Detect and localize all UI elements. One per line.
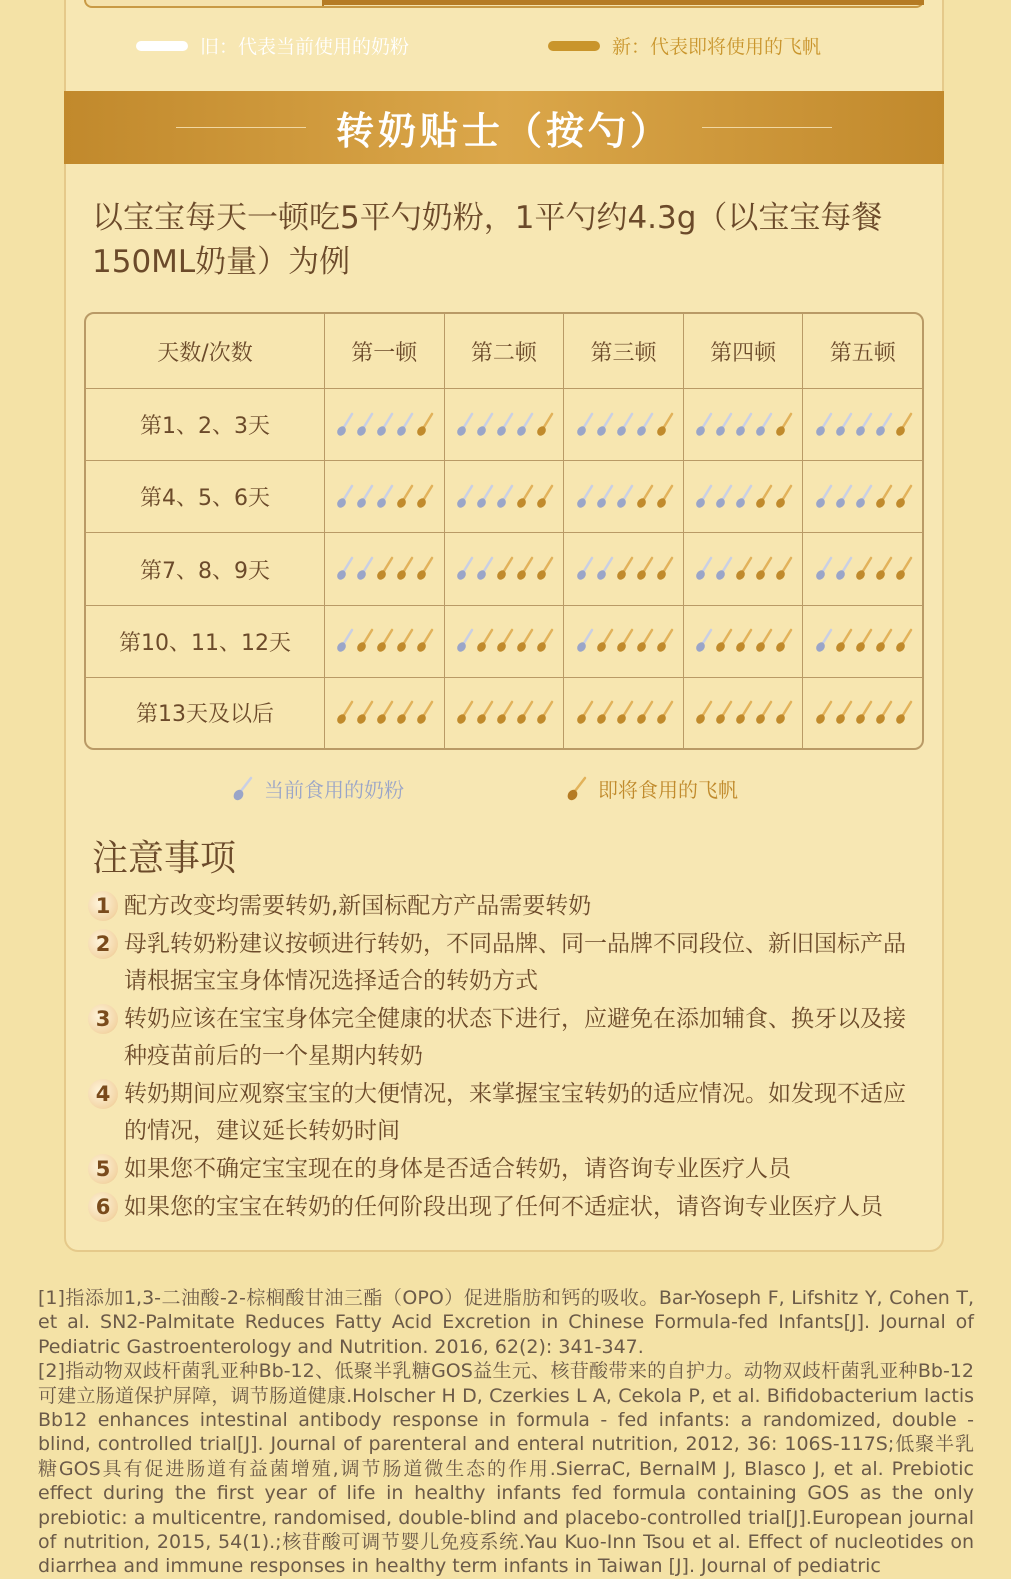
old-bar-icon (136, 41, 188, 51)
legend-old-label: 旧：代表当前使用的奶粉 (200, 36, 410, 58)
new-spoon-icon (694, 702, 711, 725)
legend-new (548, 32, 821, 59)
new-spoon-icon (774, 414, 791, 437)
header-meal-5: 第五顿 (803, 314, 922, 389)
note-item (88, 888, 928, 925)
number-badge: 2 (88, 929, 118, 959)
legend-top (0, 32, 1011, 62)
note-text: 母乳转奶粉建议按顿进行转奶，不同品牌、同一品牌不同段位、新旧国标产品请根据宝宝身体情况选择适合的转奶方式 (124, 931, 906, 994)
new-spoon-icon (834, 630, 851, 653)
reference-1: [1]指添加1,3-二油酸-2-棕榈酸甘油三酯（OPO）促进脂肪和钙的吸收。Bar-Yoseph F, Lifshitz Y, Cohen T, et al. SN2-Palmitate Reduces Fatty Acid Excretion in Chinese Formula-fed Infants[J]. Journal of Pediatric Gastroenterology and Nutrition. 2016, 62(2): 341-347. (38, 1287, 974, 1358)
number-badge: 6 (88, 1192, 118, 1222)
table-row (86, 533, 922, 605)
current-spoon-icon (455, 414, 472, 437)
spoons-group (811, 410, 915, 440)
spoon-cell (325, 461, 445, 533)
spoon-cell (803, 389, 922, 461)
spoon-icon (232, 776, 254, 802)
new-spoon-icon (416, 702, 433, 725)
current-spoon-icon (854, 414, 871, 437)
legend-old (136, 32, 409, 59)
spoon-cell (684, 533, 804, 605)
new-spoon-icon (475, 630, 492, 653)
legend-current-label: 当前食用的奶粉 (264, 778, 404, 802)
current-spoon-icon (336, 414, 353, 437)
spoons-group (572, 626, 676, 656)
spoons-group (811, 626, 915, 656)
spoons-group (572, 554, 676, 584)
header-meal-3: 第三顿 (564, 314, 684, 389)
new-spoon-icon (396, 702, 413, 725)
spoons-group (572, 482, 676, 512)
new-spoon-icon (894, 702, 911, 725)
current-spoon-icon (376, 486, 393, 509)
current-spoon-icon (376, 414, 393, 437)
new-spoon-icon (894, 486, 911, 509)
current-spoon-icon (714, 414, 731, 437)
spoons-group (332, 698, 436, 728)
legend-current (232, 774, 404, 803)
table-header-row (86, 314, 922, 389)
current-spoon-icon (734, 414, 751, 437)
new-spoon-icon (495, 630, 512, 653)
new-spoon-icon (774, 630, 791, 653)
new-bar-icon (548, 41, 600, 51)
note-item (88, 1076, 928, 1150)
new-spoon-icon (734, 630, 751, 653)
note-item (88, 1151, 928, 1188)
new-spoon-icon (814, 702, 831, 725)
banner-right-line (702, 127, 832, 128)
current-spoon-icon (455, 558, 472, 581)
new-spoon-icon (615, 702, 632, 725)
new-spoon-icon (535, 630, 552, 653)
new-spoon-icon (754, 486, 771, 509)
current-spoon-icon (595, 558, 612, 581)
new-spoon-icon (854, 558, 871, 581)
spoon-cell (445, 461, 565, 533)
new-spoon-icon (495, 558, 512, 581)
spoon-cell (803, 678, 922, 748)
current-spoon-icon (734, 486, 751, 509)
intro-text: 以宝宝每天一顿吃5平勺奶粉，1平勺约4.3g（以宝宝每餐150ML奶量）为例 (92, 200, 883, 280)
new-spoon-icon (874, 558, 891, 581)
references (38, 1286, 974, 1579)
new-spoon-icon (396, 486, 413, 509)
current-spoon-icon (834, 486, 851, 509)
new-spoon-icon (874, 486, 891, 509)
current-spoon-icon (814, 630, 831, 653)
current-spoon-icon (694, 630, 711, 653)
current-spoon-icon (694, 486, 711, 509)
new-spoon-icon (635, 630, 652, 653)
row-day-label: 第13天及以后 (86, 678, 325, 748)
current-spoon-icon (814, 414, 831, 437)
new-spoon-icon (515, 558, 532, 581)
current-spoon-icon (635, 414, 652, 437)
current-spoon-icon (495, 414, 512, 437)
spoon-cell (564, 533, 684, 605)
spoon-cell (445, 606, 565, 678)
new-spoon-icon (575, 702, 592, 725)
spoons-group (691, 626, 795, 656)
feeding-table (84, 312, 924, 750)
current-spoon-icon (834, 414, 851, 437)
spoons-group (452, 410, 556, 440)
spoons-group (572, 698, 676, 728)
row-day-label: 第1、2、3天 (86, 389, 325, 461)
spoon-cell (684, 389, 804, 461)
current-spoon-icon (595, 486, 612, 509)
current-spoon-icon (575, 486, 592, 509)
current-spoon-icon (694, 414, 711, 437)
header-days: 天数/次数 (86, 314, 325, 389)
new-spoon-icon (515, 630, 532, 653)
new-spoon-icon (635, 558, 652, 581)
new-spoon-icon (535, 702, 552, 725)
new-spoon-icon (535, 558, 552, 581)
new-spoon-icon (336, 702, 353, 725)
spoon-cell (445, 389, 565, 461)
new-spoon-icon (754, 630, 771, 653)
new-spoon-icon (734, 558, 751, 581)
number-badge: 1 (88, 891, 118, 921)
new-spoon-icon (874, 630, 891, 653)
new-spoon-icon (416, 414, 433, 437)
new-spoon-icon (834, 702, 851, 725)
current-spoon-icon (874, 414, 891, 437)
current-spoon-icon (336, 486, 353, 509)
new-spoon-icon (455, 702, 472, 725)
new-spoon-icon (615, 558, 632, 581)
spoon-cell (564, 461, 684, 533)
current-spoon-icon (834, 558, 851, 581)
spoon-icon (566, 776, 588, 802)
current-spoon-icon (754, 414, 771, 437)
current-spoon-icon (475, 558, 492, 581)
new-spoon-icon (894, 558, 911, 581)
table-row (86, 461, 922, 533)
spoons-group (452, 698, 556, 728)
new-spoon-icon (376, 630, 393, 653)
spoon-cell (684, 461, 804, 533)
note-text: 转奶应该在宝宝身体完全健康的状态下进行，应避免在添加辅食、换牙以及接种疫苗前后的一个星期内转奶 (124, 1006, 906, 1069)
number-badge: 5 (88, 1154, 118, 1184)
new-spoon-icon (396, 630, 413, 653)
note-item (88, 1189, 928, 1226)
row-day-label: 第4、5、6天 (86, 461, 325, 533)
header-meal-4: 第四顿 (684, 314, 804, 389)
new-spoon-icon (854, 702, 871, 725)
new-spoon-icon (714, 702, 731, 725)
spoon-cell (564, 389, 684, 461)
current-spoon-icon (615, 486, 632, 509)
new-spoon-icon (774, 702, 791, 725)
note-text: 如果您不确定宝宝现在的身体是否适合转奶，请咨询专业医疗人员 (124, 1156, 791, 1182)
spoons-group (691, 698, 795, 728)
spoons-group (332, 626, 436, 656)
current-spoon-icon (396, 414, 413, 437)
new-spoon-icon (356, 630, 373, 653)
new-spoon-icon (376, 558, 393, 581)
new-spoon-icon (655, 630, 672, 653)
new-spoon-icon (535, 486, 552, 509)
current-spoon-icon (575, 558, 592, 581)
new-spoon-icon (894, 630, 911, 653)
spoon-cell (325, 606, 445, 678)
spoons-group (811, 554, 915, 584)
top-strip (84, 0, 924, 8)
current-spoon-icon (575, 630, 592, 653)
new-spoon-icon (515, 486, 532, 509)
spoon-cell (684, 678, 804, 748)
note-text: 转奶期间应观察宝宝的大便情况，来掌握宝宝转奶的适应情况。如发现不适应的情况，建议延长转奶时间 (124, 1081, 906, 1144)
new-spoon-icon (655, 558, 672, 581)
new-spoon-icon (515, 702, 532, 725)
new-spoon-icon (416, 558, 433, 581)
header-meal-1: 第一顿 (325, 314, 445, 389)
spoons-group (691, 482, 795, 512)
current-spoon-icon (336, 630, 353, 653)
notes-list (88, 888, 928, 1227)
current-spoon-icon (714, 558, 731, 581)
new-spoon-icon (874, 702, 891, 725)
new-spoon-icon (396, 558, 413, 581)
legend-next (566, 774, 738, 803)
number-badge: 4 (88, 1079, 118, 1109)
legend-next-label: 即将食用的飞帆 (598, 778, 738, 802)
new-spoon-icon (635, 702, 652, 725)
new-spoon-icon (754, 558, 771, 581)
new-spoon-icon (714, 630, 731, 653)
new-spoon-icon (655, 702, 672, 725)
new-spoon-icon (495, 702, 512, 725)
new-spoon-icon (635, 486, 652, 509)
table-row (86, 678, 922, 748)
new-spoon-icon (734, 702, 751, 725)
current-spoon-icon (854, 486, 871, 509)
legend-new-label: 新：代表即将使用的飞帆 (612, 36, 822, 58)
new-spoon-icon (615, 630, 632, 653)
current-spoon-icon (714, 486, 731, 509)
note-item (88, 926, 928, 1000)
spoons-group (691, 410, 795, 440)
new-spoon-icon (754, 702, 771, 725)
spoon-cell (684, 606, 804, 678)
new-spoon-icon (595, 702, 612, 725)
current-spoon-icon (455, 486, 472, 509)
new-spoon-icon (655, 414, 672, 437)
current-spoon-icon (356, 486, 373, 509)
current-spoon-icon (356, 414, 373, 437)
spoons-group (452, 482, 556, 512)
current-spoon-icon (814, 558, 831, 581)
table-row (86, 389, 922, 461)
spoon-cell (564, 606, 684, 678)
current-spoon-icon (336, 558, 353, 581)
current-spoon-icon (475, 486, 492, 509)
spoon-cell (325, 389, 445, 461)
note-item (88, 1001, 928, 1075)
row-day-label: 第7、8、9天 (86, 533, 325, 605)
new-spoon-icon (655, 486, 672, 509)
current-spoon-icon (455, 630, 472, 653)
new-spoon-icon (475, 702, 492, 725)
new-spoon-icon (894, 414, 911, 437)
current-spoon-icon (356, 558, 373, 581)
new-spoon-icon (356, 702, 373, 725)
spoons-group (811, 482, 915, 512)
new-spoon-icon (595, 630, 612, 653)
current-spoon-icon (515, 414, 532, 437)
legend-spoons (0, 774, 1011, 808)
spoons-group (572, 410, 676, 440)
section-banner (64, 91, 944, 164)
table-row (86, 606, 922, 678)
spoons-group (691, 554, 795, 584)
new-spoon-icon (376, 702, 393, 725)
new-spoon-icon (535, 414, 552, 437)
current-spoon-icon (475, 414, 492, 437)
spoons-group (452, 626, 556, 656)
spoon-cell (445, 533, 565, 605)
note-text: 如果您的宝宝在转奶的任何阶段出现了任何不适症状，请咨询专业医疗人员 (124, 1194, 883, 1220)
spoon-cell (803, 606, 922, 678)
new-spoon-icon (854, 630, 871, 653)
new-spoon-icon (416, 630, 433, 653)
current-spoon-icon (495, 486, 512, 509)
spoon-cell (564, 678, 684, 748)
new-spoon-icon (774, 486, 791, 509)
spoons-group (332, 410, 436, 440)
spoon-cell (325, 533, 445, 605)
note-text: 配方改变均需要转奶,新国标配方产品需要转奶 (124, 893, 592, 919)
current-spoon-icon (595, 414, 612, 437)
current-spoon-icon (814, 486, 831, 509)
banner-left-line (176, 127, 306, 128)
current-spoon-icon (575, 414, 592, 437)
spoon-cell (803, 461, 922, 533)
spoons-group (811, 698, 915, 728)
spoons-group (452, 554, 556, 584)
current-spoon-icon (615, 414, 632, 437)
reference-2: [2]指动物双歧杆菌乳亚种Bb-12、低聚半乳糖GOS益生元、核苷酸带来的自护力。动物双歧杆菌乳亚种Bb-12可建立肠道保护屏障，调节肠道健康.Holscher H D, Czerkies L A, Cekola P, et al. Bifidobacterium lactis Bb12 enhances intestinal antibody response in formula - fed infants: a randomized, double - blind, controlled trial[J]. Journal of parenteral and enteral nutrition, 2012, 36: 106S-117S;低聚半乳糖GOS具有促进肠道有益菌增殖,调节肠道微生态的作用.SierraC, BernalM J, Blasco J, et al. Prebiotic effect during the first year of life in healthy infants fed formula containing GOS as the only prebiotic: a multicentre, randomised, double-blind and placebo-controlled trial[J].European journal of nutrition, 2015, 54(1).;核苷酸可调节婴儿免疫系统.Yau Kuo-Inn Tsou et al. Effect of nucleotides on diarrhea and immune responses in healthy term infants in Taiwan [J]. Journal of pediatric (38, 1360, 974, 1578)
number-badge: 3 (88, 1004, 118, 1034)
spoon-cell (803, 533, 922, 605)
current-spoon-icon (694, 558, 711, 581)
spoons-group (332, 482, 436, 512)
spoon-cell (445, 678, 565, 748)
new-spoon-icon (774, 558, 791, 581)
spoons-group (332, 554, 436, 584)
banner-title: 转奶贴士（按勺） (335, 109, 672, 153)
notes-title: 注意事项 (92, 838, 237, 879)
header-meal-2: 第二顿 (445, 314, 565, 389)
row-day-label: 第10、11、12天 (86, 606, 325, 678)
spoon-cell (325, 678, 445, 748)
new-spoon-icon (416, 486, 433, 509)
